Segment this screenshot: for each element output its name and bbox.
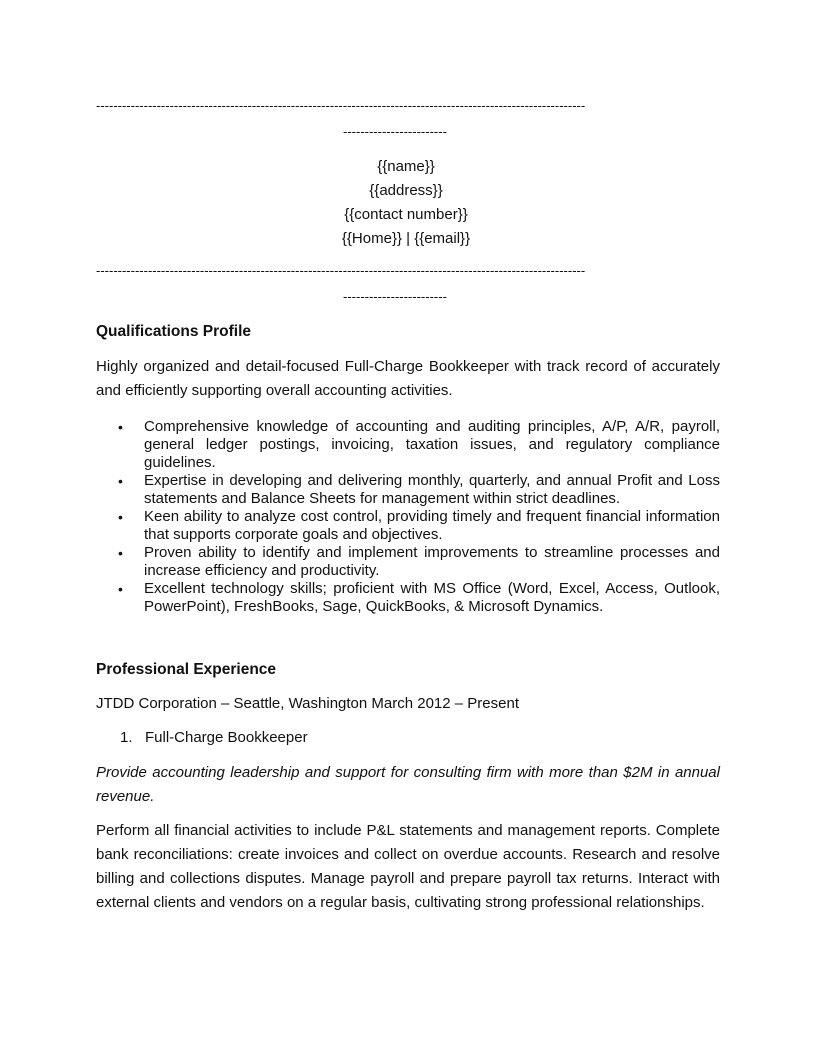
candidate-home-email: {{Home}} | {{email}} — [341, 230, 471, 247]
role-title: Full-Charge Bookkeeper — [145, 729, 308, 746]
candidate-name: {{name}} — [377, 158, 435, 175]
experience-heading: Professional Experience — [96, 661, 277, 678]
qualifications-heading: Qualifications Profile — [96, 323, 252, 340]
header-divider-top: ----------------------------------------------------------------------------------------------------------------- — [96, 98, 586, 113]
qualification-bullet: • Comprehensive knowledge of accounting and auditing principles, A/P, A/R, payroll, general ledger postings, invoicing, taxation issues, and regulatory compliance guidelines. — [96, 418, 720, 472]
qualification-bullet: • Keen ability to analyze cost control, providing timely and frequent financial information that supports corporate goals and objectives. — [96, 508, 720, 544]
employer-line: JTDD Corporation – Seattle, Washington March 2012 – Present — [96, 695, 519, 712]
qualification-bullet: • Proven ability to identify and implement improvements to streamline processes and increase efficiency and productivity. — [96, 544, 720, 580]
header-divider-bottom: ----------------------------------------------------------------------------------------------------------------- — [96, 263, 586, 278]
qualifications-summary: Highly organized and detail-focused Full-Charge Bookkeeper with track record of accurately and efficiently supporting overall accounting activities. — [96, 358, 720, 399]
candidate-address: {{address}} — [369, 182, 443, 199]
candidate-contact-number: {{contact number}} — [344, 206, 468, 223]
role-summary: Provide accounting leadership and support for consulting firm with more than $2M in annual revenue. — [96, 764, 720, 805]
qualifications-bullet-list — [96, 418, 720, 616]
role-duties: Perform all financial activities to include P&L statements and management reports. Complete bank reconciliations: create invoices and collect on overdue accounts. Research and resolve billing and collections disputes. Manage payroll and prepare payroll tax returns. Interact with external clients and vendors on a regular basis, cultivating strong professional relationships. — [96, 822, 720, 911]
qualification-bullet: • Expertise in developing and delivering monthly, quarterly, and annual Profit and Loss statements and Balance Sheets for management within strict deadlines. — [96, 472, 720, 508]
qualification-bullet: • Excellent technology skills; proficient with MS Office (Word, Excel, Access, Outlook, PowerPoint), FreshBooks, Sage, QuickBooks, & Microsoft Dynamics. — [96, 580, 720, 616]
header-divider-top-continuation: ------------------------ — [343, 124, 447, 139]
role-number: 1. — [120, 729, 133, 746]
header-divider-bottom-continuation: ------------------------ — [343, 289, 447, 304]
